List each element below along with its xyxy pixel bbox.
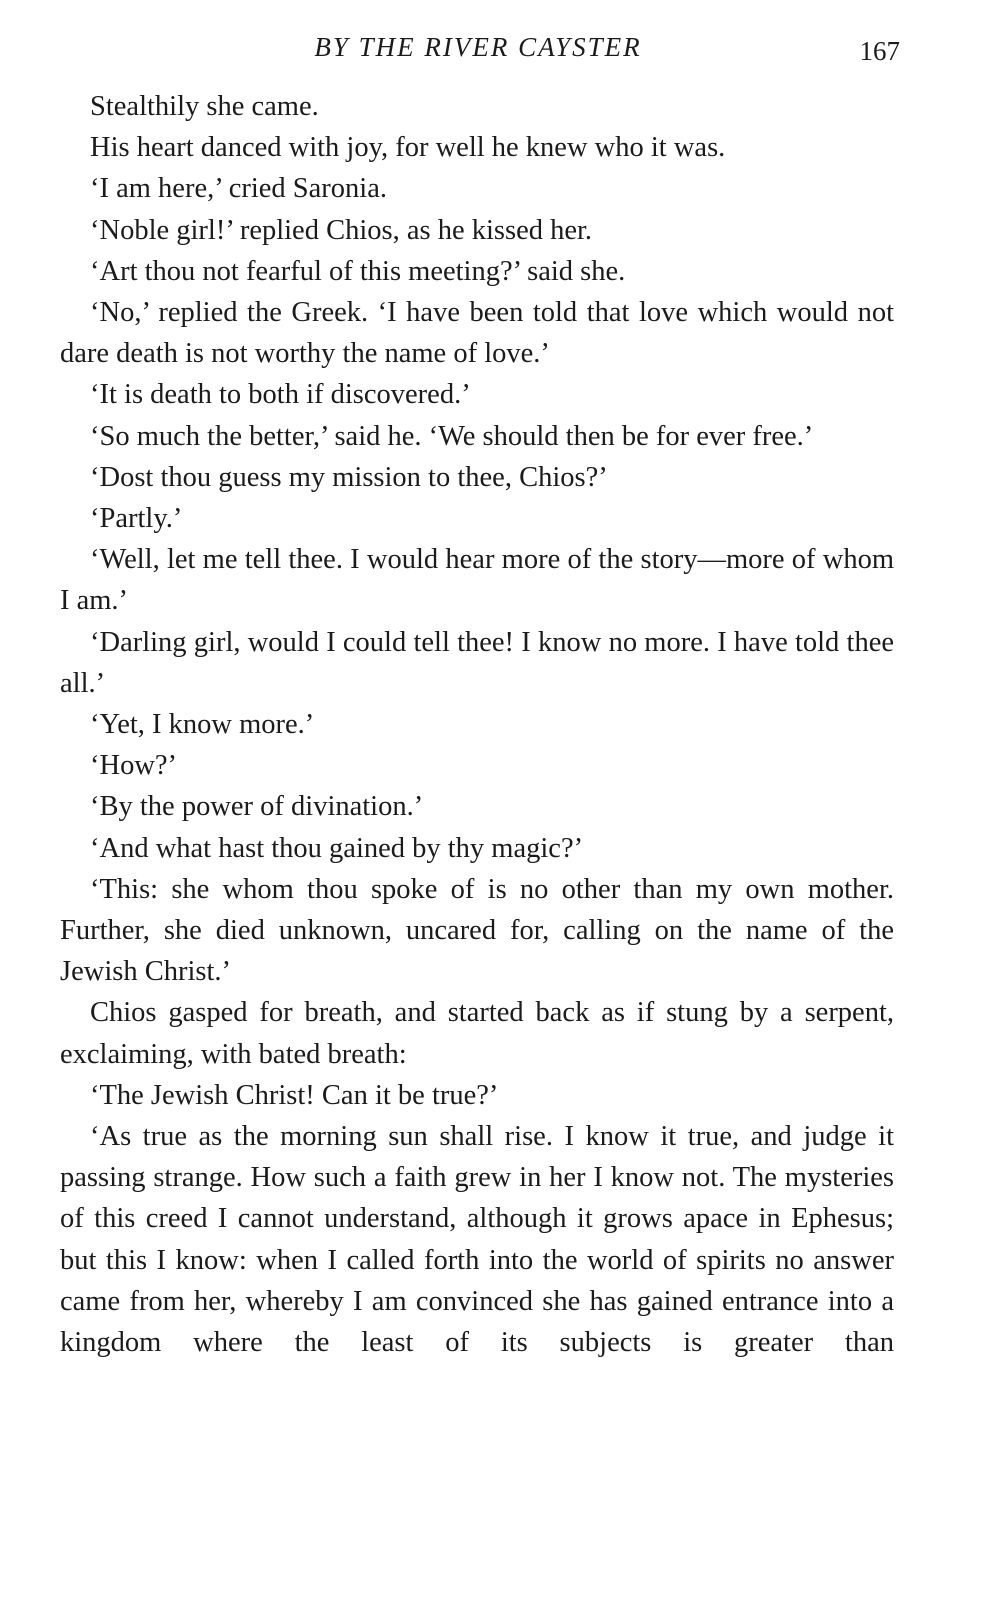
paragraph-6: ‘No,’ replied the Greek. ‘I have been told that love which would not dare death is not worthy the name of love.’ <box>60 297 894 370</box>
paragraph-14: ‘How?’ <box>90 750 178 782</box>
paragraph-2: His heart danced with joy, for well he knew who it was. <box>90 132 726 164</box>
paragraph-8: ‘So much the better,’ said he. ‘We should then be for ever free.’ <box>90 420 814 452</box>
paragraph-12: ‘Darling girl, would I could tell thee! I know no more. I have told thee all.’ <box>60 626 894 699</box>
paragraph-11: ‘Well, let me tell thee. I would hear more of the story—more of whom I am.’ <box>60 544 894 617</box>
paragraph-5: ‘Art thou not fearful of this meeting?’ said she. <box>90 255 626 287</box>
paragraph-10: ‘Partly.’ <box>90 503 183 535</box>
paragraph-15: ‘By the power of divination.’ <box>90 791 424 823</box>
paragraph-20: ‘As true as the morning sun shall rise. I know it true, and judge it passing strange. How such a faith grew in her I know not. The mysteries of this creed I cannot understand, although it grows apace in Ephesus; but this I know: when I called forth into the world of spirits no answer came from her, whereby I am convinced she has gained entrance into a kingdom where the least of its subjects is greater than <box>60 1121 894 1359</box>
paragraph-19: ‘The Jewish Christ! Can it be true?’ <box>90 1079 499 1111</box>
paragraph-7: ‘It is death to both if discovered.’ <box>90 379 471 411</box>
body-text <box>60 86 894 1363</box>
paragraph-17: ‘This: she whom thou spoke of is no other than my own mother. Further, she died unknown, uncared for, calling on the name of the Jewish Christ.’ <box>60 873 894 988</box>
paragraph-4: ‘Noble girl!’ replied Chios, as he kissed her. <box>90 214 593 246</box>
paragraph-1: Stealthily she came. <box>90 91 319 122</box>
paragraph-16: ‘And what hast thou gained by thy magic?’ <box>90 832 584 864</box>
page-number: 167 <box>859 36 900 66</box>
paragraph-18: Chios gasped for breath, and started back as if stung by a serpent, exclaiming, with bated breath: <box>60 997 894 1070</box>
paragraph-13: ‘Yet, I know more.’ <box>90 709 315 741</box>
paragraph-3: ‘I am here,’ cried Saronia. <box>90 173 387 205</box>
running-title: BY THE RIVER CAYSTER <box>314 32 642 62</box>
running-header <box>60 28 900 68</box>
paragraph-9: ‘Dost thou guess my mission to thee, Chios?’ <box>90 461 608 493</box>
